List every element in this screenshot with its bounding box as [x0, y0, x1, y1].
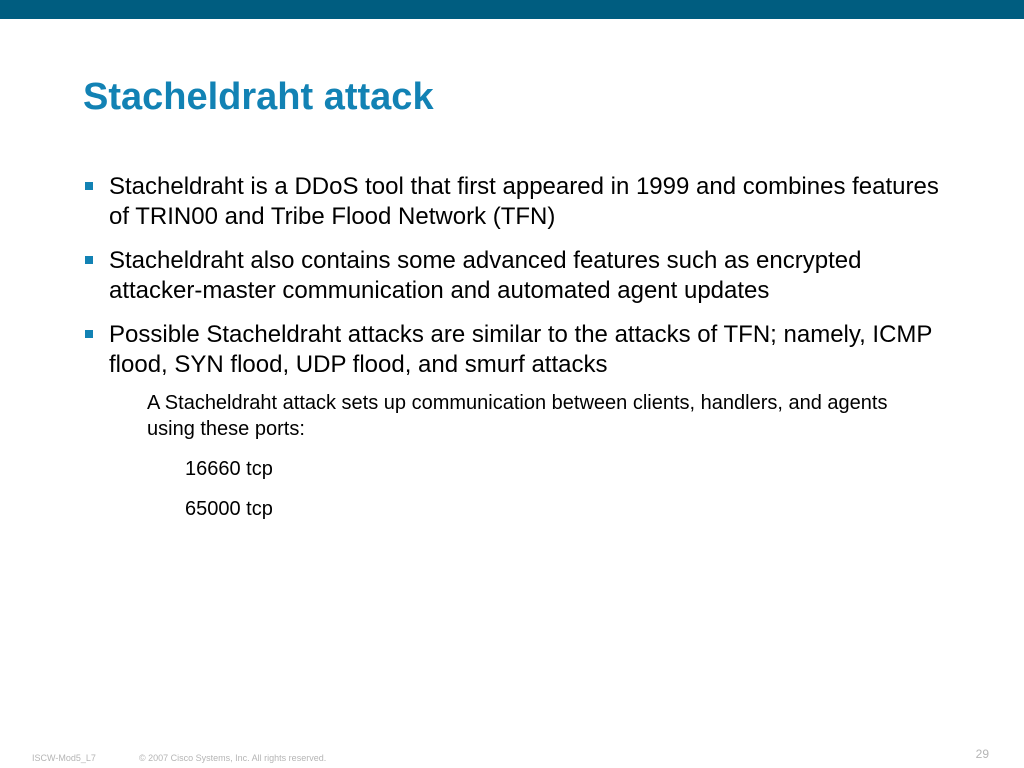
top-bar — [0, 0, 1024, 19]
slide-title: Stacheldraht attack — [83, 76, 434, 118]
page-number: 29 — [975, 747, 989, 761]
square-bullet-icon — [85, 330, 93, 338]
square-bullet-icon — [85, 182, 93, 190]
slide-content — [84, 172, 944, 536]
square-bullet-icon — [85, 256, 93, 264]
bullet-text: Possible Stacheldraht attacks are similar to the attacks of TFN; namely, ICMP flood, SYN flood, UDP flood, and smurf attacks — [109, 321, 932, 378]
bullet-text: Stacheldraht also contains some advanced features such as encrypted attacker-master communication and automated agent updates — [109, 247, 862, 304]
bullet-text: Stacheldraht is a DDoS tool that first appeared in 1999 and combines features of TRIN00 and Tribe Flood Network (TFN) — [109, 173, 939, 230]
port-description: A Stacheldraht attack sets up communication between clients, handlers, and agents using these ports: — [147, 392, 888, 440]
bullet-item — [84, 172, 944, 232]
footer-course: ISCW-Mod5_L7 — [32, 753, 96, 763]
bullet-item — [84, 246, 944, 306]
footer-copyright: © 2007 Cisco Systems, Inc. All rights reserved. — [139, 753, 327, 763]
port-item: 65000 tcp — [185, 498, 273, 520]
port-item: 16660 tcp — [185, 458, 273, 480]
bullet-item — [84, 320, 944, 380]
